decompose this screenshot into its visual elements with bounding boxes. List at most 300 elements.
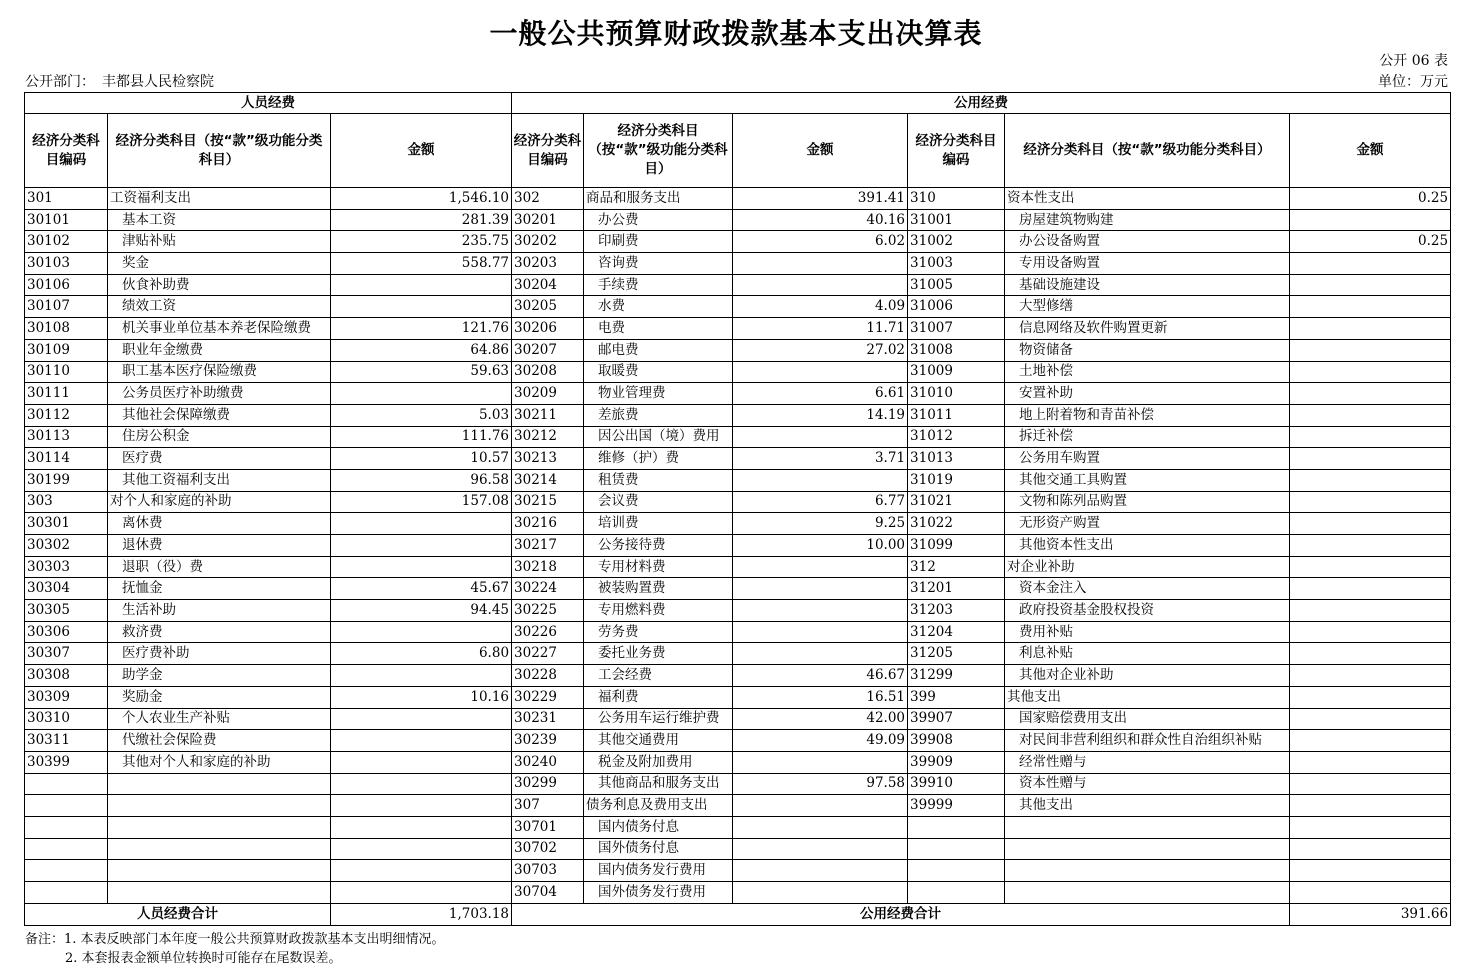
public2-name-cell: 对民间非营利组织和群众性自治组织补贴 <box>1005 730 1290 752</box>
table-row <box>25 426 1451 448</box>
personnel-name-cell: 住房公积金 <box>108 426 331 448</box>
public1-code-cell: 30224 <box>512 578 584 600</box>
public1-code-cell: 30702 <box>512 838 584 860</box>
note-line-1: 备注：1. 本表反映部门本年度一般公共预算财政拨款基本支出明细情况。 <box>25 932 445 947</box>
public1-code-cell: 30206 <box>512 318 584 340</box>
public1-name-cell: 邮电费 <box>584 339 733 361</box>
public2-name-cell: 物资储备 <box>1005 339 1290 361</box>
public1-amount-cell <box>733 426 908 448</box>
public2-amount-cell <box>1290 535 1451 557</box>
table-row <box>25 708 1451 730</box>
personnel-code-cell: 303 <box>25 491 108 513</box>
unit-label: 单位：万元 <box>1378 74 1448 90</box>
public2-name-cell: 经常性赠与 <box>1005 751 1290 773</box>
personnel-name-cell <box>108 860 331 882</box>
personnel-code-cell: 30308 <box>25 665 108 687</box>
public1-amount-cell <box>733 838 908 860</box>
table-row <box>25 209 1451 231</box>
public2-amount-cell <box>1290 665 1451 687</box>
public2-amount-cell <box>1290 882 1451 904</box>
table-row <box>25 491 1451 513</box>
public2-amount-cell <box>1290 469 1451 491</box>
public1-code-cell: 30201 <box>512 209 584 231</box>
public1-code-cell: 30204 <box>512 274 584 296</box>
table-row <box>25 339 1451 361</box>
public1-name-cell: 税金及附加费用 <box>584 751 733 773</box>
public2-amount-cell <box>1290 404 1451 426</box>
public2-code-cell: 31019 <box>908 469 1005 491</box>
personnel-amount-cell: 281.39 <box>331 209 512 231</box>
public2-code-cell: 31010 <box>908 383 1005 405</box>
public1-code-cell: 30211 <box>512 404 584 426</box>
public2-code-cell: 39907 <box>908 708 1005 730</box>
public1-name-cell: 国外债务发行费用 <box>584 882 733 904</box>
public2-name-cell <box>1005 816 1290 838</box>
public2-amount-cell <box>1290 643 1451 665</box>
public2-amount-cell <box>1290 383 1451 405</box>
public1-amount-cell <box>733 361 908 383</box>
public1-amount-cell <box>733 578 908 600</box>
personnel-amount-cell <box>331 882 512 904</box>
public2-amount-cell <box>1290 751 1451 773</box>
public1-amount-cell: 42.00 <box>733 708 908 730</box>
public1-code-cell: 30701 <box>512 816 584 838</box>
public1-amount-cell: 6.02 <box>733 231 908 253</box>
public1-amount-cell <box>733 556 908 578</box>
personnel-name-cell: 基本工资 <box>108 209 331 231</box>
public2-code-cell: 31201 <box>908 578 1005 600</box>
table-row <box>25 882 1451 904</box>
public2-amount-cell <box>1290 339 1451 361</box>
public2-code-cell <box>908 860 1005 882</box>
public2-code-cell: 399 <box>908 686 1005 708</box>
public1-name-cell: 其他商品和服务支出 <box>584 773 733 795</box>
public2-name-cell <box>1005 882 1290 904</box>
public2-name-cell: 其他支出 <box>1005 686 1290 708</box>
col-header-public2-code: 经济分类科目编码 <box>908 114 1005 188</box>
public1-code-cell: 30208 <box>512 361 584 383</box>
personnel-code-cell: 30102 <box>25 231 108 253</box>
personnel-code-cell: 30305 <box>25 600 108 622</box>
public2-code-cell <box>908 882 1005 904</box>
expenditure-table <box>24 92 1451 926</box>
public2-name-cell <box>1005 838 1290 860</box>
table-row <box>25 643 1451 665</box>
public2-amount-cell <box>1290 686 1451 708</box>
public2-amount-cell <box>1290 448 1451 470</box>
personnel-amount-cell <box>331 296 512 318</box>
table-row <box>25 600 1451 622</box>
public1-name-cell: 培训费 <box>584 513 733 535</box>
public2-amount-cell <box>1290 274 1451 296</box>
public2-code-cell: 39999 <box>908 795 1005 817</box>
col-header-public2-amount: 金额 <box>1290 114 1451 188</box>
personnel-amount-cell: 10.16 <box>331 686 512 708</box>
personnel-code-cell: 30114 <box>25 448 108 470</box>
public1-code-cell: 30214 <box>512 469 584 491</box>
personnel-amount-cell: 45.67 <box>331 578 512 600</box>
public2-amount-cell <box>1290 860 1451 882</box>
public1-code-cell: 30213 <box>512 448 584 470</box>
personnel-amount-cell <box>331 816 512 838</box>
public2-code-cell: 31001 <box>908 209 1005 231</box>
personnel-amount-cell <box>331 751 512 773</box>
personnel-code-cell: 301 <box>25 188 108 210</box>
personnel-name-cell: 抚恤金 <box>108 578 331 600</box>
table-row <box>25 578 1451 600</box>
personnel-name-cell: 伙食补助费 <box>108 274 331 296</box>
public2-name-cell: 拆迁补偿 <box>1005 426 1290 448</box>
public1-name-cell: 劳务费 <box>584 621 733 643</box>
public-total-amount: 391.66 <box>1290 903 1451 925</box>
public2-code-cell: 31299 <box>908 665 1005 687</box>
personnel-code-cell <box>25 816 108 838</box>
col-header-public1-name: 经济分类科目（按“款”级功能分类科目） <box>584 114 733 188</box>
personnel-amount-cell <box>331 773 512 795</box>
personnel-amount-cell: 6.80 <box>331 643 512 665</box>
public1-name-cell: 水费 <box>584 296 733 318</box>
personnel-amount-cell: 235.75 <box>331 231 512 253</box>
col-header-public1-amount: 金额 <box>733 114 908 188</box>
public1-name-cell: 国内债务付息 <box>584 816 733 838</box>
col-header-personnel-code: 经济分类科目编码 <box>25 114 108 188</box>
page-title: 一般公共预算财政拨款基本支出决算表 <box>489 17 983 50</box>
personnel-code-cell: 30109 <box>25 339 108 361</box>
public1-amount-cell <box>733 621 908 643</box>
public2-code-cell: 31204 <box>908 621 1005 643</box>
table-row <box>25 188 1451 210</box>
public1-amount-cell <box>733 643 908 665</box>
public1-amount-cell <box>733 882 908 904</box>
public1-code-cell: 30225 <box>512 600 584 622</box>
public1-name-cell: 办公费 <box>584 209 733 231</box>
personnel-name-cell: 其他社会保障缴费 <box>108 404 331 426</box>
personnel-name-cell: 个人农业生产补贴 <box>108 708 331 730</box>
personnel-code-cell: 30108 <box>25 318 108 340</box>
table-row <box>25 860 1451 882</box>
public2-code-cell: 312 <box>908 556 1005 578</box>
public1-name-cell: 专用材料费 <box>584 556 733 578</box>
public2-name-cell: 其他资本性支出 <box>1005 535 1290 557</box>
personnel-name-cell: 公务员医疗补助缴费 <box>108 383 331 405</box>
table-row <box>25 469 1451 491</box>
public2-amount-cell <box>1290 600 1451 622</box>
personnel-name-cell <box>108 795 331 817</box>
personnel-code-cell: 30303 <box>25 556 108 578</box>
public1-amount-cell: 40.16 <box>733 209 908 231</box>
table-row <box>25 513 1451 535</box>
public2-amount-cell <box>1290 730 1451 752</box>
public1-name-cell: 电费 <box>584 318 733 340</box>
public1-name-cell: 租赁费 <box>584 469 733 491</box>
public1-name-cell: 被装购置费 <box>584 578 733 600</box>
public2-amount-cell <box>1290 361 1451 383</box>
public2-code-cell: 31003 <box>908 253 1005 275</box>
public2-code-cell <box>908 816 1005 838</box>
col-header-personnel-amount: 金额 <box>331 114 512 188</box>
public2-name-cell: 资本性赠与 <box>1005 773 1290 795</box>
public1-code-cell: 30704 <box>512 882 584 904</box>
public2-code-cell: 31203 <box>908 600 1005 622</box>
personnel-amount-cell: 1,546.10 <box>331 188 512 210</box>
public1-amount-cell: 9.25 <box>733 513 908 535</box>
public1-code-cell: 30231 <box>512 708 584 730</box>
public1-name-cell: 因公出国（境）费用 <box>584 426 733 448</box>
personnel-amount-cell <box>331 383 512 405</box>
public1-name-cell: 物业管理费 <box>584 383 733 405</box>
public2-code-cell: 31009 <box>908 361 1005 383</box>
table-row <box>25 361 1451 383</box>
table-row <box>25 296 1451 318</box>
public2-name-cell: 对企业补助 <box>1005 556 1290 578</box>
public1-code-cell: 30203 <box>512 253 584 275</box>
table-row <box>25 730 1451 752</box>
personnel-code-cell: 30113 <box>25 426 108 448</box>
personnel-name-cell: 工资福利支出 <box>108 188 331 210</box>
public1-name-cell: 国内债务发行费用 <box>584 860 733 882</box>
personnel-total-label: 人员经费合计 <box>25 903 331 925</box>
public2-name-cell: 费用补贴 <box>1005 621 1290 643</box>
personnel-code-cell: 30306 <box>25 621 108 643</box>
table-row <box>25 751 1451 773</box>
personnel-amount-cell: 64.86 <box>331 339 512 361</box>
section-public-header: 公用经费 <box>512 93 1451 114</box>
table-row <box>25 773 1451 795</box>
personnel-amount-cell <box>331 665 512 687</box>
personnel-amount-cell <box>331 730 512 752</box>
public2-name-cell: 安置补助 <box>1005 383 1290 405</box>
public2-code-cell: 31021 <box>908 491 1005 513</box>
public1-code-cell: 30217 <box>512 535 584 557</box>
personnel-amount-cell <box>331 860 512 882</box>
public1-name-cell: 维修（护）费 <box>584 448 733 470</box>
public2-name-cell: 房屋建筑物购建 <box>1005 209 1290 231</box>
table-row <box>25 621 1451 643</box>
public1-code-cell: 30227 <box>512 643 584 665</box>
public1-amount-cell: 27.02 <box>733 339 908 361</box>
form-number: 公开 06 表 <box>1379 53 1448 69</box>
public1-amount-cell <box>733 795 908 817</box>
public2-name-cell: 国家赔偿费用支出 <box>1005 708 1290 730</box>
personnel-name-cell: 绩效工资 <box>108 296 331 318</box>
public2-name-cell: 大型修缮 <box>1005 296 1290 318</box>
public1-amount-cell: 6.77 <box>733 491 908 513</box>
public2-name-cell: 政府投资基金股权投资 <box>1005 600 1290 622</box>
personnel-code-cell: 30107 <box>25 296 108 318</box>
public1-name-cell: 工会经费 <box>584 665 733 687</box>
personnel-name-cell: 津贴补贴 <box>108 231 331 253</box>
personnel-name-cell: 退休费 <box>108 535 331 557</box>
public1-code-cell: 30212 <box>512 426 584 448</box>
public1-amount-cell <box>733 253 908 275</box>
personnel-name-cell: 助学金 <box>108 665 331 687</box>
public2-name-cell: 其他对企业补助 <box>1005 665 1290 687</box>
public2-code-cell: 39910 <box>908 773 1005 795</box>
public2-code-cell: 31205 <box>908 643 1005 665</box>
personnel-code-cell: 30112 <box>25 404 108 426</box>
personnel-code-cell: 30106 <box>25 274 108 296</box>
public1-amount-cell: 3.71 <box>733 448 908 470</box>
personnel-code-cell: 30110 <box>25 361 108 383</box>
public1-amount-cell <box>733 860 908 882</box>
personnel-name-cell: 奖励金 <box>108 686 331 708</box>
personnel-amount-cell: 157.08 <box>331 491 512 513</box>
table-row <box>25 448 1451 470</box>
table-row <box>25 556 1451 578</box>
public1-amount-cell <box>733 600 908 622</box>
public2-code-cell: 31002 <box>908 231 1005 253</box>
public1-code-cell: 30207 <box>512 339 584 361</box>
public1-code-cell: 30205 <box>512 296 584 318</box>
personnel-amount-cell: 558.77 <box>331 253 512 275</box>
public1-code-cell: 30299 <box>512 773 584 795</box>
public2-name-cell: 文物和陈列品购置 <box>1005 491 1290 513</box>
public1-code-cell: 30202 <box>512 231 584 253</box>
personnel-code-cell: 30199 <box>25 469 108 491</box>
public2-name-cell: 公务用车购置 <box>1005 448 1290 470</box>
table-row <box>25 383 1451 405</box>
public2-amount-cell <box>1290 621 1451 643</box>
public1-amount-cell: 97.58 <box>733 773 908 795</box>
personnel-amount-cell <box>331 838 512 860</box>
public2-amount-cell <box>1290 491 1451 513</box>
personnel-code-cell: 30311 <box>25 730 108 752</box>
public2-amount-cell <box>1290 209 1451 231</box>
personnel-name-cell: 其他工资福利支出 <box>108 469 331 491</box>
public2-amount-cell <box>1290 296 1451 318</box>
personnel-amount-cell <box>331 274 512 296</box>
public2-code-cell: 39909 <box>908 751 1005 773</box>
public1-amount-cell: 10.00 <box>733 535 908 557</box>
personnel-name-cell <box>108 773 331 795</box>
public2-amount-cell <box>1290 556 1451 578</box>
public2-code-cell: 31006 <box>908 296 1005 318</box>
public2-code-cell: 39908 <box>908 730 1005 752</box>
public2-code-cell: 31012 <box>908 426 1005 448</box>
personnel-amount-cell: 111.76 <box>331 426 512 448</box>
public2-code-cell: 31022 <box>908 513 1005 535</box>
public2-code-cell: 31007 <box>908 318 1005 340</box>
public2-code-cell: 310 <box>908 188 1005 210</box>
public2-amount-cell <box>1290 708 1451 730</box>
personnel-name-cell: 离休费 <box>108 513 331 535</box>
public2-name-cell: 资本金注入 <box>1005 578 1290 600</box>
public1-code-cell: 30703 <box>512 860 584 882</box>
personnel-code-cell: 30399 <box>25 751 108 773</box>
personnel-code-cell <box>25 860 108 882</box>
personnel-amount-cell: 10.57 <box>331 448 512 470</box>
public1-code-cell: 30209 <box>512 383 584 405</box>
public2-name-cell: 资本性支出 <box>1005 188 1290 210</box>
personnel-amount-cell <box>331 513 512 535</box>
notes <box>25 930 445 968</box>
public1-amount-cell: 49.09 <box>733 730 908 752</box>
public2-name-cell: 其他交通工具购置 <box>1005 469 1290 491</box>
table-body <box>25 188 1451 904</box>
public2-name-cell: 专用设备购置 <box>1005 253 1290 275</box>
public2-amount-cell <box>1290 426 1451 448</box>
public1-amount-cell <box>733 816 908 838</box>
personnel-amount-cell: 59.63 <box>331 361 512 383</box>
public1-name-cell: 咨询费 <box>584 253 733 275</box>
public2-name-cell: 基础设施建设 <box>1005 274 1290 296</box>
section-personnel-header: 人员经费 <box>25 93 512 114</box>
public1-name-cell: 国外债务付息 <box>584 838 733 860</box>
public2-name-cell: 信息网络及软件购置更新 <box>1005 318 1290 340</box>
personnel-code-cell: 30302 <box>25 535 108 557</box>
personnel-name-cell: 机关事业单位基本养老保险缴费 <box>108 318 331 340</box>
public1-name-cell: 其他交通费用 <box>584 730 733 752</box>
public1-code-cell: 30216 <box>512 513 584 535</box>
table-row <box>25 535 1451 557</box>
public2-name-cell: 其他支出 <box>1005 795 1290 817</box>
public2-amount-cell <box>1290 773 1451 795</box>
personnel-name-cell <box>108 816 331 838</box>
public1-amount-cell <box>733 274 908 296</box>
personnel-code-cell: 30301 <box>25 513 108 535</box>
personnel-name-cell: 退职（役）费 <box>108 556 331 578</box>
personnel-code-cell: 30309 <box>25 686 108 708</box>
personnel-amount-cell <box>331 708 512 730</box>
public2-amount-cell <box>1290 838 1451 860</box>
public1-amount-cell: 6.61 <box>733 383 908 405</box>
personnel-amount-cell: 5.03 <box>331 404 512 426</box>
public2-name-cell: 无形资产购置 <box>1005 513 1290 535</box>
public1-amount-cell <box>733 469 908 491</box>
public2-amount-cell <box>1290 318 1451 340</box>
public1-amount-cell: 391.41 <box>733 188 908 210</box>
personnel-code-cell: 30103 <box>25 253 108 275</box>
table-row <box>25 253 1451 275</box>
public1-amount-cell: 46.67 <box>733 665 908 687</box>
public1-amount-cell: 16.51 <box>733 686 908 708</box>
personnel-total-amount: 1,703.18 <box>331 903 512 925</box>
public1-code-cell: 30215 <box>512 491 584 513</box>
personnel-amount-cell <box>331 621 512 643</box>
department-label: 公开部门： 丰都县人民检察院 <box>25 74 214 90</box>
public1-name-cell: 公务接待费 <box>584 535 733 557</box>
personnel-code-cell: 30111 <box>25 383 108 405</box>
personnel-name-cell: 生活补助 <box>108 600 331 622</box>
table-row <box>25 404 1451 426</box>
public2-amount-cell <box>1290 795 1451 817</box>
personnel-name-cell <box>108 882 331 904</box>
personnel-amount-cell <box>331 556 512 578</box>
personnel-amount-cell: 121.76 <box>331 318 512 340</box>
personnel-code-cell: 30307 <box>25 643 108 665</box>
public1-name-cell: 取暖费 <box>584 361 733 383</box>
public2-code-cell: 31008 <box>908 339 1005 361</box>
table-row <box>25 274 1451 296</box>
personnel-name-cell: 医疗费补助 <box>108 643 331 665</box>
personnel-code-cell <box>25 795 108 817</box>
public1-code-cell: 30240 <box>512 751 584 773</box>
personnel-name-cell <box>108 838 331 860</box>
public2-amount-cell <box>1290 513 1451 535</box>
table-row <box>25 816 1451 838</box>
public1-code-cell: 30228 <box>512 665 584 687</box>
personnel-amount-cell: 96.58 <box>331 469 512 491</box>
public1-amount-cell: 11.71 <box>733 318 908 340</box>
public2-code-cell: 31013 <box>908 448 1005 470</box>
personnel-name-cell: 其他对个人和家庭的补助 <box>108 751 331 773</box>
public1-code-cell: 302 <box>512 188 584 210</box>
personnel-name-cell: 职业年金缴费 <box>108 339 331 361</box>
public1-code-cell: 30226 <box>512 621 584 643</box>
public1-name-cell: 委托业务费 <box>584 643 733 665</box>
public1-name-cell: 商品和服务支出 <box>584 188 733 210</box>
public1-code-cell: 30218 <box>512 556 584 578</box>
